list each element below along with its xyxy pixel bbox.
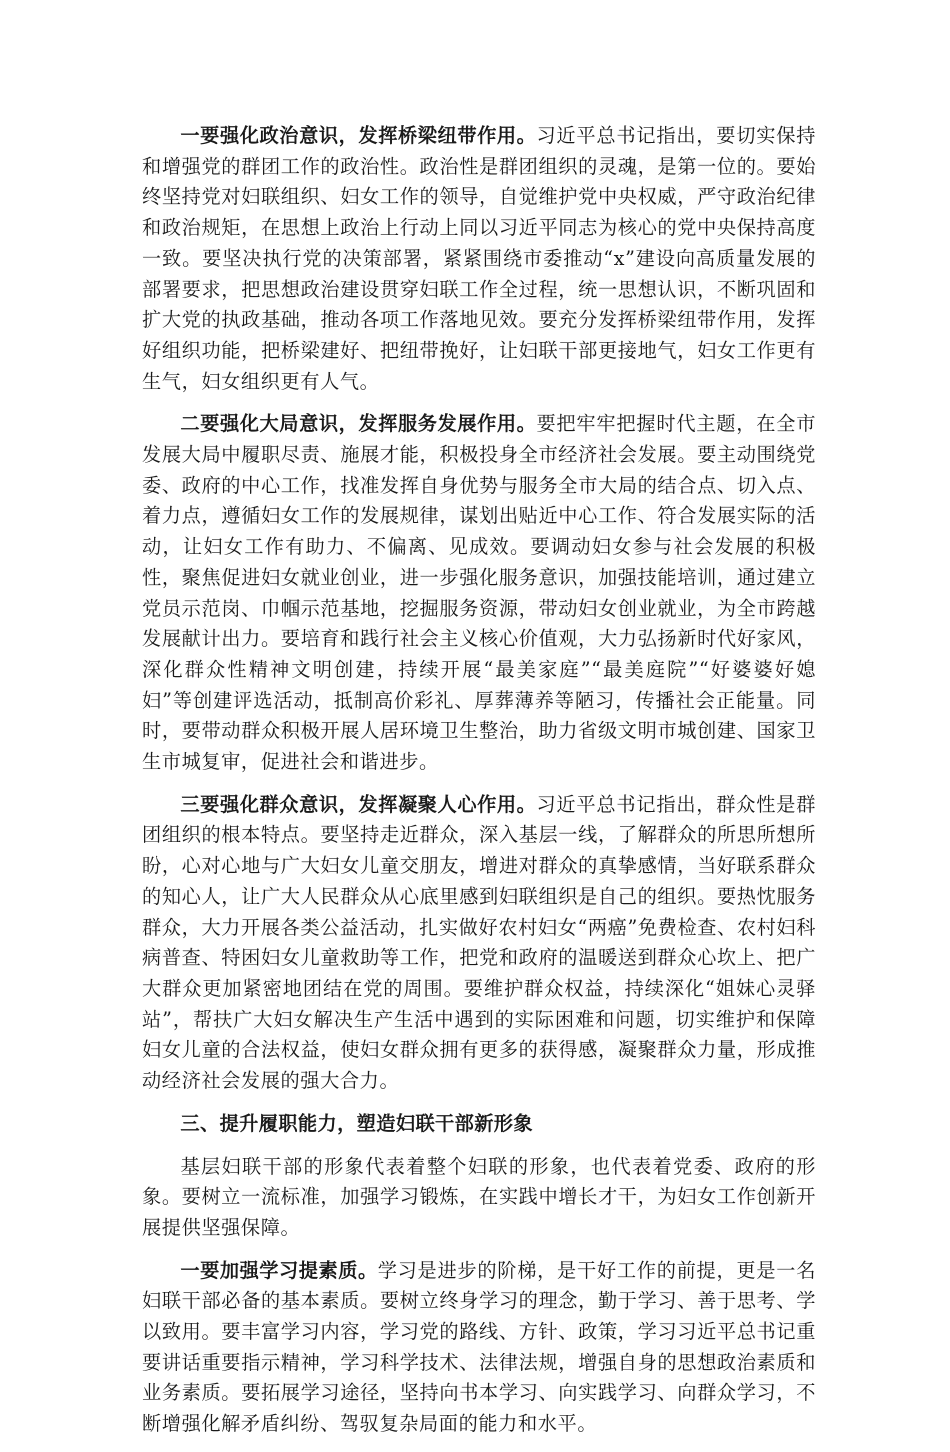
paragraph-political-awareness (142, 121, 816, 397)
paragraph-body: 要把牢牢把握时代主题，在全市发展大局中履职尽责、施展才能，积极投身全市经济社会发展。要主动围绕党委、政府的中心工作，找准发挥自身优势与服务全市大局的结合点、切入点、着力点，遵循妇女工作的发展规律，谋划出贴近中心工作、符合发展实际的活动，让妇女工作有助力、不偏离、见成效。要调动妇女参与社会发展的积极性，聚焦促进妇女就业创业，进一步强化服务意识，加强技能培训，通过建立党员示范岗、巾帼示范基地，挖掘服务资源，带动妇女创业就业，为全市跨越发展献计出力。要培育和践行社会主义核心价值观，大力弘扬新时代好家风，深化群众性精神文明创建，持续开展“最美家庭”“最美庭院”“好婆婆好媳妇”等创建评选活动，抵制高价彩礼、厚葬薄养等陋习，传播社会正能量。同时，要带动群众积极开展人居环境卫生整治，助力省级文明市城创建、国家卫生市城复审，促进社会和谐进步。 (142, 412, 816, 774)
paragraph-body: 学习是进步的阶梯，是干好工作的前提，更是一名妇联干部必备的基本素质。要树立终身学习的理念，勤于学习、善于思考、学以致用。要丰富学习内容，学习党的路线、方针、政策，学习习近平总书记重要讲话重要指示精神，学习科学技术、法律法规，增强自身的思想政治素质和业务素质。要拓展学习途径，坚持向书本学习、向实践学习、向群众学习，不断增强化解矛盾纠纷、驾驭复杂局面的能力和水平。 (142, 1258, 816, 1436)
document-page (142, 121, 816, 1452)
paragraph-lead: 三要强化群众意识，发挥凝聚人心作用。 (180, 792, 537, 816)
paragraph-intro: 基层妇联干部的形象代表着整个妇联的形象，也代表着党委、政府的形象。要树立一流标准，加强学习锻炼，在实践中增长才干，为妇女工作创新开展提供坚强保障。 (142, 1154, 816, 1239)
paragraph-study (142, 1256, 816, 1440)
paragraph-overall-awareness (142, 409, 816, 777)
paragraph-lead: 一要强化政治意识，发挥桥梁纽带作用。 (180, 124, 537, 147)
paragraph-mass-awareness (142, 790, 816, 1097)
paragraph-lead: 一要加强学习提素质。 (180, 1258, 378, 1282)
paragraph-body: 习近平总书记指出，群众性是群团组织的根本特点。要坚持走近群众，深入基层一线，了解群众的所思所想所盼，心对心地与广大妇女儿童交朋友，增进对群众的真挚感情，当好联系群众的知心人，让广大人民群众从心底里感到妇联组织是自己的组织。要热忱服务群众，大力开展各类公益活动，扎实做好农村妇女“两癌”免费检查、农村妇科病普查、特困妇女儿童救助等工作，把党和政府的温暖送到群众心坎上、把广大群众更加紧密地团结在党的周围。要维护群众权益，持续深化“姐妹心灵驿站”，帮扶广大妇女解决生产生活中遇到的实际困难和问题，切实维护和保障妇女儿童的合法权益，使妇女群众拥有更多的获得感，凝聚群众力量，形成推动经济社会发展的强大合力。 (142, 792, 816, 1093)
paragraph-body: 习近平总书记指出，要切实保持和增强党的群团工作的政治性。政治性是群团组织的灵魂，是第一位的。要始终坚持党对妇联组织、妇女工作的领导，自觉维护党中央权威，严守政治纪律和政治规矩，在思想上政治上行动上同以习近平同志为核心的党中央保持高度一致。要坚决执行党的决策部署，紧紧围绕市委推动“x”建设向高质量发展的部署要求，把思想政治建设贯穿妇联工作全过程，统一思想认识，不断巩固和扩大党的执政基础，推动各项工作落地见效。要充分发挥桥梁纽带作用，发挥好组织功能，把桥梁建好、把纽带挽好，让妇联干部更接地气，妇女工作更有生气，妇女组织更有人气。 (142, 124, 816, 393)
paragraph-lead: 二要强化大局意识，发挥服务发展作用。 (180, 412, 537, 436)
section-heading: 三、提升履职能力，塑造妇联干部新形象 (180, 1111, 533, 1135)
